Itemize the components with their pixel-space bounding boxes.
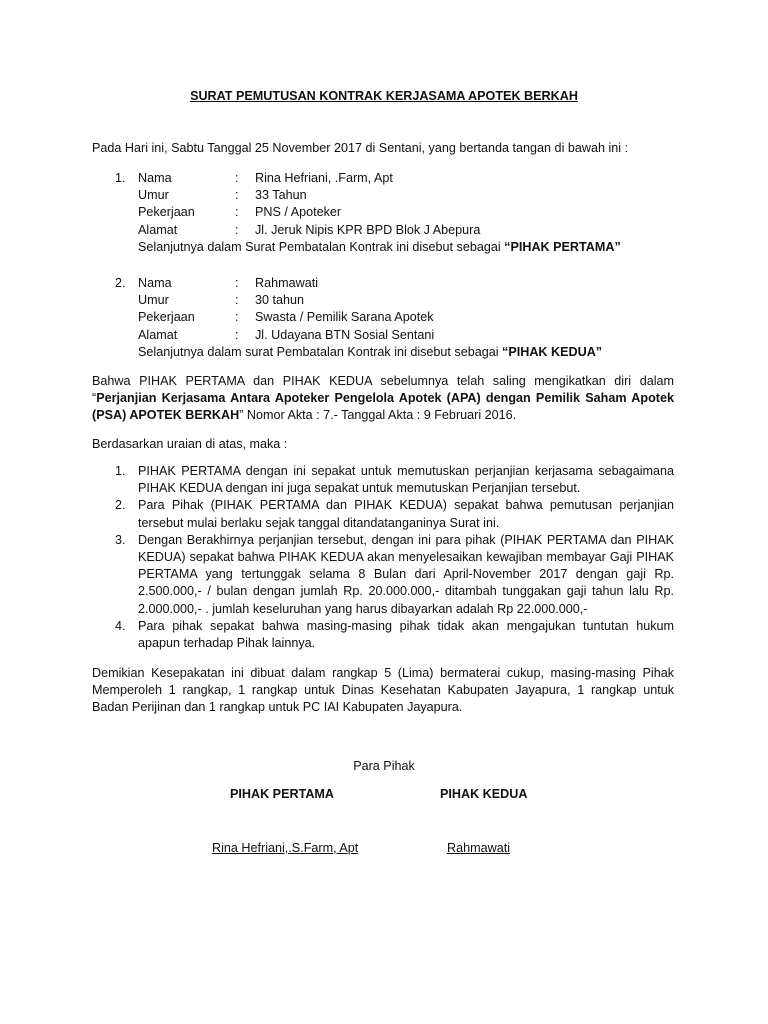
field-label: Alamat: [138, 327, 178, 342]
designation-title: “PIHAK KEDUA”: [502, 344, 603, 359]
field-colon: :: [235, 171, 239, 185]
agreement-title: Perjanjian Kerjasama Antara Apoteker Pengelola Apotek (APA) dengan Pemilik Saham Apotek (PSA) APOTEK BERKAH: [92, 391, 674, 423]
party-two-block: [115, 275, 675, 361]
designation-text: Selanjutnya dalam surat Pembatalan Kontrak ini disebut sebagai: [138, 344, 503, 359]
clauses-list: [115, 463, 674, 652]
field-value: Jl. Jeruk Nipis KPR BPD Blok J Abepura: [255, 222, 481, 237]
clause-number: 4.: [115, 618, 126, 633]
field-value: Jl. Udayana BTN Sosial Sentani: [255, 327, 435, 342]
first-party-label: PIHAK PERTAMA: [230, 787, 335, 801]
field-colon: :: [235, 276, 239, 290]
field-label: Nama: [138, 171, 172, 185]
party-two-name-row: [115, 275, 675, 292]
field-value: Rahmawati: [255, 276, 318, 290]
field-value: 33 Tahun: [255, 188, 307, 203]
clause-number: 3.: [115, 532, 126, 547]
designation-text: Selanjutnya dalam Surat Pembatalan Kontrak ini disebut sebagai: [138, 239, 505, 254]
clause-text: PIHAK PERTAMA dengan ini sepakat untuk memutuskan perjanjian kerjasama sebagaimana PIHAK KEDUA dengan ini juga sepakat untuk memutuskan Perjanjian tersebut.: [138, 464, 674, 496]
clause-text: Dengan Berakhirnya perjanjian tersebut, dengan ini para pihak (PIHAK PERTAMA dan PIHAK KEDUA) sepakat bahwa PIHAK KEDUA akan menyelesaikan kewajiban membayar Gaji PIHAK PERTAMA yang tertunggak selama 8 Bulan dari April-November 2017 dengan gaji Rp. 2.500.000,- / bulan dengan jumlah Rp. 20.000.000,- ditambah tunggakan gaji tahun lalu Rp. 2.000.000,- . jumlah keseluruhan yang harus dibayarkan adalah Rp 22.000.000,-: [138, 532, 674, 616]
paragraph-text: Bahwa PIHAK PERTAMA dan PIHAK KEDUA sebelumnya telah saling mengikatkan diri dalam “: [92, 374, 674, 406]
field-value: 30 tahun: [255, 293, 305, 308]
agreement-reference-paragraph: [92, 373, 674, 425]
consideration-paragraph: Berdasarkan uraian di atas, maka :: [92, 437, 288, 451]
field-label: Pekerjaan: [138, 310, 195, 325]
clause-text: Para Pihak (PIHAK PERTAMA dan PIHAK KEDUA) sepakat bahwa pemutusan perjanjian tersebut mulai berlaku sejak tanggal ditandatanganinya Surat ini.: [138, 498, 674, 530]
field-colon: :: [235, 205, 239, 220]
paragraph-text: ” Nomor Akta : 7.- Tanggal Akta : 9 Februari 2016.: [239, 408, 517, 423]
party-one-address-row: [115, 222, 675, 239]
field-colon: :: [235, 222, 239, 237]
first-party-signatory: Rina Hefriani,.S.Farm, Apt: [212, 841, 359, 855]
clause-item: [115, 497, 674, 531]
designation-title: “PIHAK PERTAMA”: [504, 239, 621, 254]
field-colon: :: [235, 327, 239, 342]
party-one-name-row: [115, 170, 675, 187]
field-label: Alamat: [138, 222, 178, 237]
party-two-address-row: [115, 327, 675, 344]
clause-item: [115, 618, 674, 652]
field-label: Umur: [138, 188, 169, 203]
signatures-heading: Para Pihak: [353, 759, 415, 773]
clause-number: 1.: [115, 464, 126, 478]
closing-paragraph: Demikian Kesepakatan ini dibuat dalam rangkap 5 (Lima) bermaterai cukup, masing-masing Pihak Memperoleh 1 rangkap, 1 rangkap untuk Dinas Kesehatan Kabupaten Jayapura, 1 rangkap untuk Badan Perijinan dan 1 rangkap untuk PC IAI Kabupaten Jayapura.: [92, 666, 674, 715]
field-label: Pekerjaan: [138, 205, 195, 220]
clause-text: Para pihak sepakat bahwa masing-masing pihak tidak akan mengajukan tuntutan hukum apapun terhadap Pihak lainnya.: [138, 618, 674, 651]
field-colon: :: [235, 310, 239, 325]
field-colon: :: [235, 188, 239, 203]
field-label: Umur: [138, 293, 169, 308]
clause-item: [115, 463, 674, 497]
field-value: Rina Hefriani, .Farm, Apt: [255, 171, 393, 185]
party-one-age-row: [115, 187, 675, 204]
party-one-block: [115, 170, 675, 256]
party-one-designation: [115, 239, 675, 256]
document-title: SURAT PEMUTUSAN KONTRAK KERJASAMA APOTEK BERKAH: [190, 89, 578, 103]
second-party-label: PIHAK KEDUA: [440, 787, 528, 801]
party-one-job-row: [115, 204, 675, 221]
field-colon: :: [235, 293, 239, 308]
clause-number: 2.: [115, 498, 126, 513]
field-value: PNS / Apoteker: [255, 205, 342, 220]
party-two-number: 2.: [115, 276, 126, 290]
second-party-signatory: Rahmawati: [447, 841, 510, 855]
party-one-number: 1.: [115, 171, 126, 185]
field-value: Swasta / Pemilik Sarana Apotek: [255, 310, 434, 325]
opening-statement: Pada Hari ini, Sabtu Tanggal 25 November 2017 di Sentani, yang bertanda tangan di bawah ini :: [92, 141, 629, 155]
party-two-designation: [115, 344, 675, 361]
party-two-job-row: [115, 309, 675, 326]
field-label: Nama: [138, 276, 172, 290]
clause-item: [115, 532, 674, 618]
party-two-age-row: [115, 292, 675, 309]
